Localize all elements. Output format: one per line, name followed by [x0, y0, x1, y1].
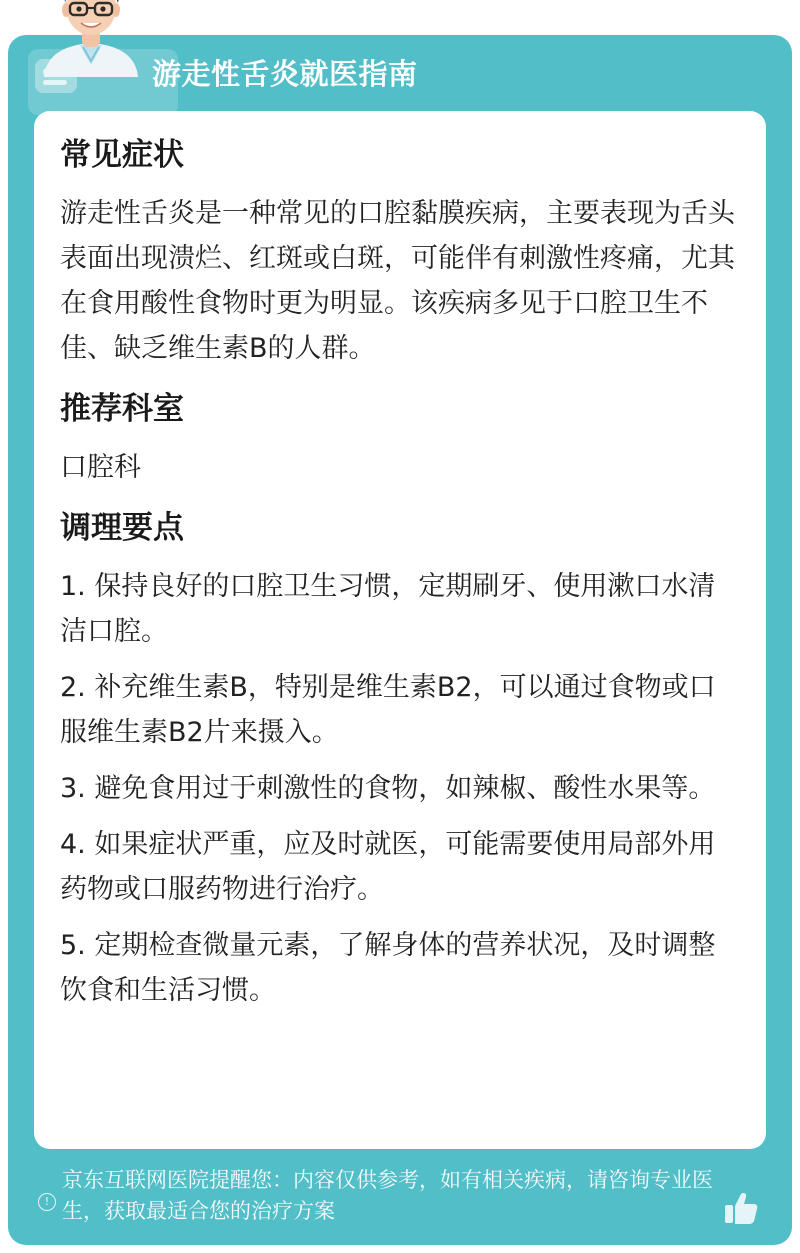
footer — [8, 1153, 792, 1245]
section-title-symptoms: 常见症状 — [60, 137, 184, 173]
care-list — [60, 564, 740, 1013]
thumbs-up-icon[interactable] — [722, 1189, 760, 1227]
section-title-care: 调理要点 — [60, 510, 184, 546]
page-title: 游走性舌炎就医指南 — [152, 57, 418, 91]
disclaimer-text: 京东互联网医院提醒您：内容仅供参考，如有相关疾病，请咨询专业医生，获取最适合您的治疗方案 — [62, 1168, 713, 1223]
content-card — [34, 111, 766, 1149]
doctor-avatar — [36, 0, 146, 77]
list-item: 3. 避免食用过于刺激性的食物，如辣椒、酸性水果等。 — [60, 773, 716, 804]
symptoms-text: 游走性舌炎是一种常见的口腔黏膜疾病，主要表现为舌头表面出现溃烂、红斑或白斑，可能伴有刺激性疼痛，尤其在食用酸性食物时更为明显。该疾病多见于口腔卫生不佳、缺乏维生素B的人群。 — [60, 198, 735, 364]
guide-panel — [8, 35, 792, 1245]
list-item: 1. 保持良好的口腔卫生习惯，定期刷牙、使用漱口水清洁口腔。 — [60, 571, 716, 647]
list-item: 5. 定期检查微量元素，了解身体的营养状况，及时调整饮食和生活习惯。 — [60, 930, 716, 1006]
department-text: 口腔科 — [60, 452, 141, 483]
section-title-department: 推荐科室 — [60, 391, 184, 427]
list-item: 2. 补充维生素B，特别是维生素B2，可以通过食物或口服维生素B2片来摄入。 — [60, 672, 716, 748]
list-item: 4. 如果症状严重，应及时就医，可能需要使用局部外用药物或口服药物进行治疗。 — [60, 829, 716, 905]
info-icon: ! — [38, 1193, 56, 1211]
